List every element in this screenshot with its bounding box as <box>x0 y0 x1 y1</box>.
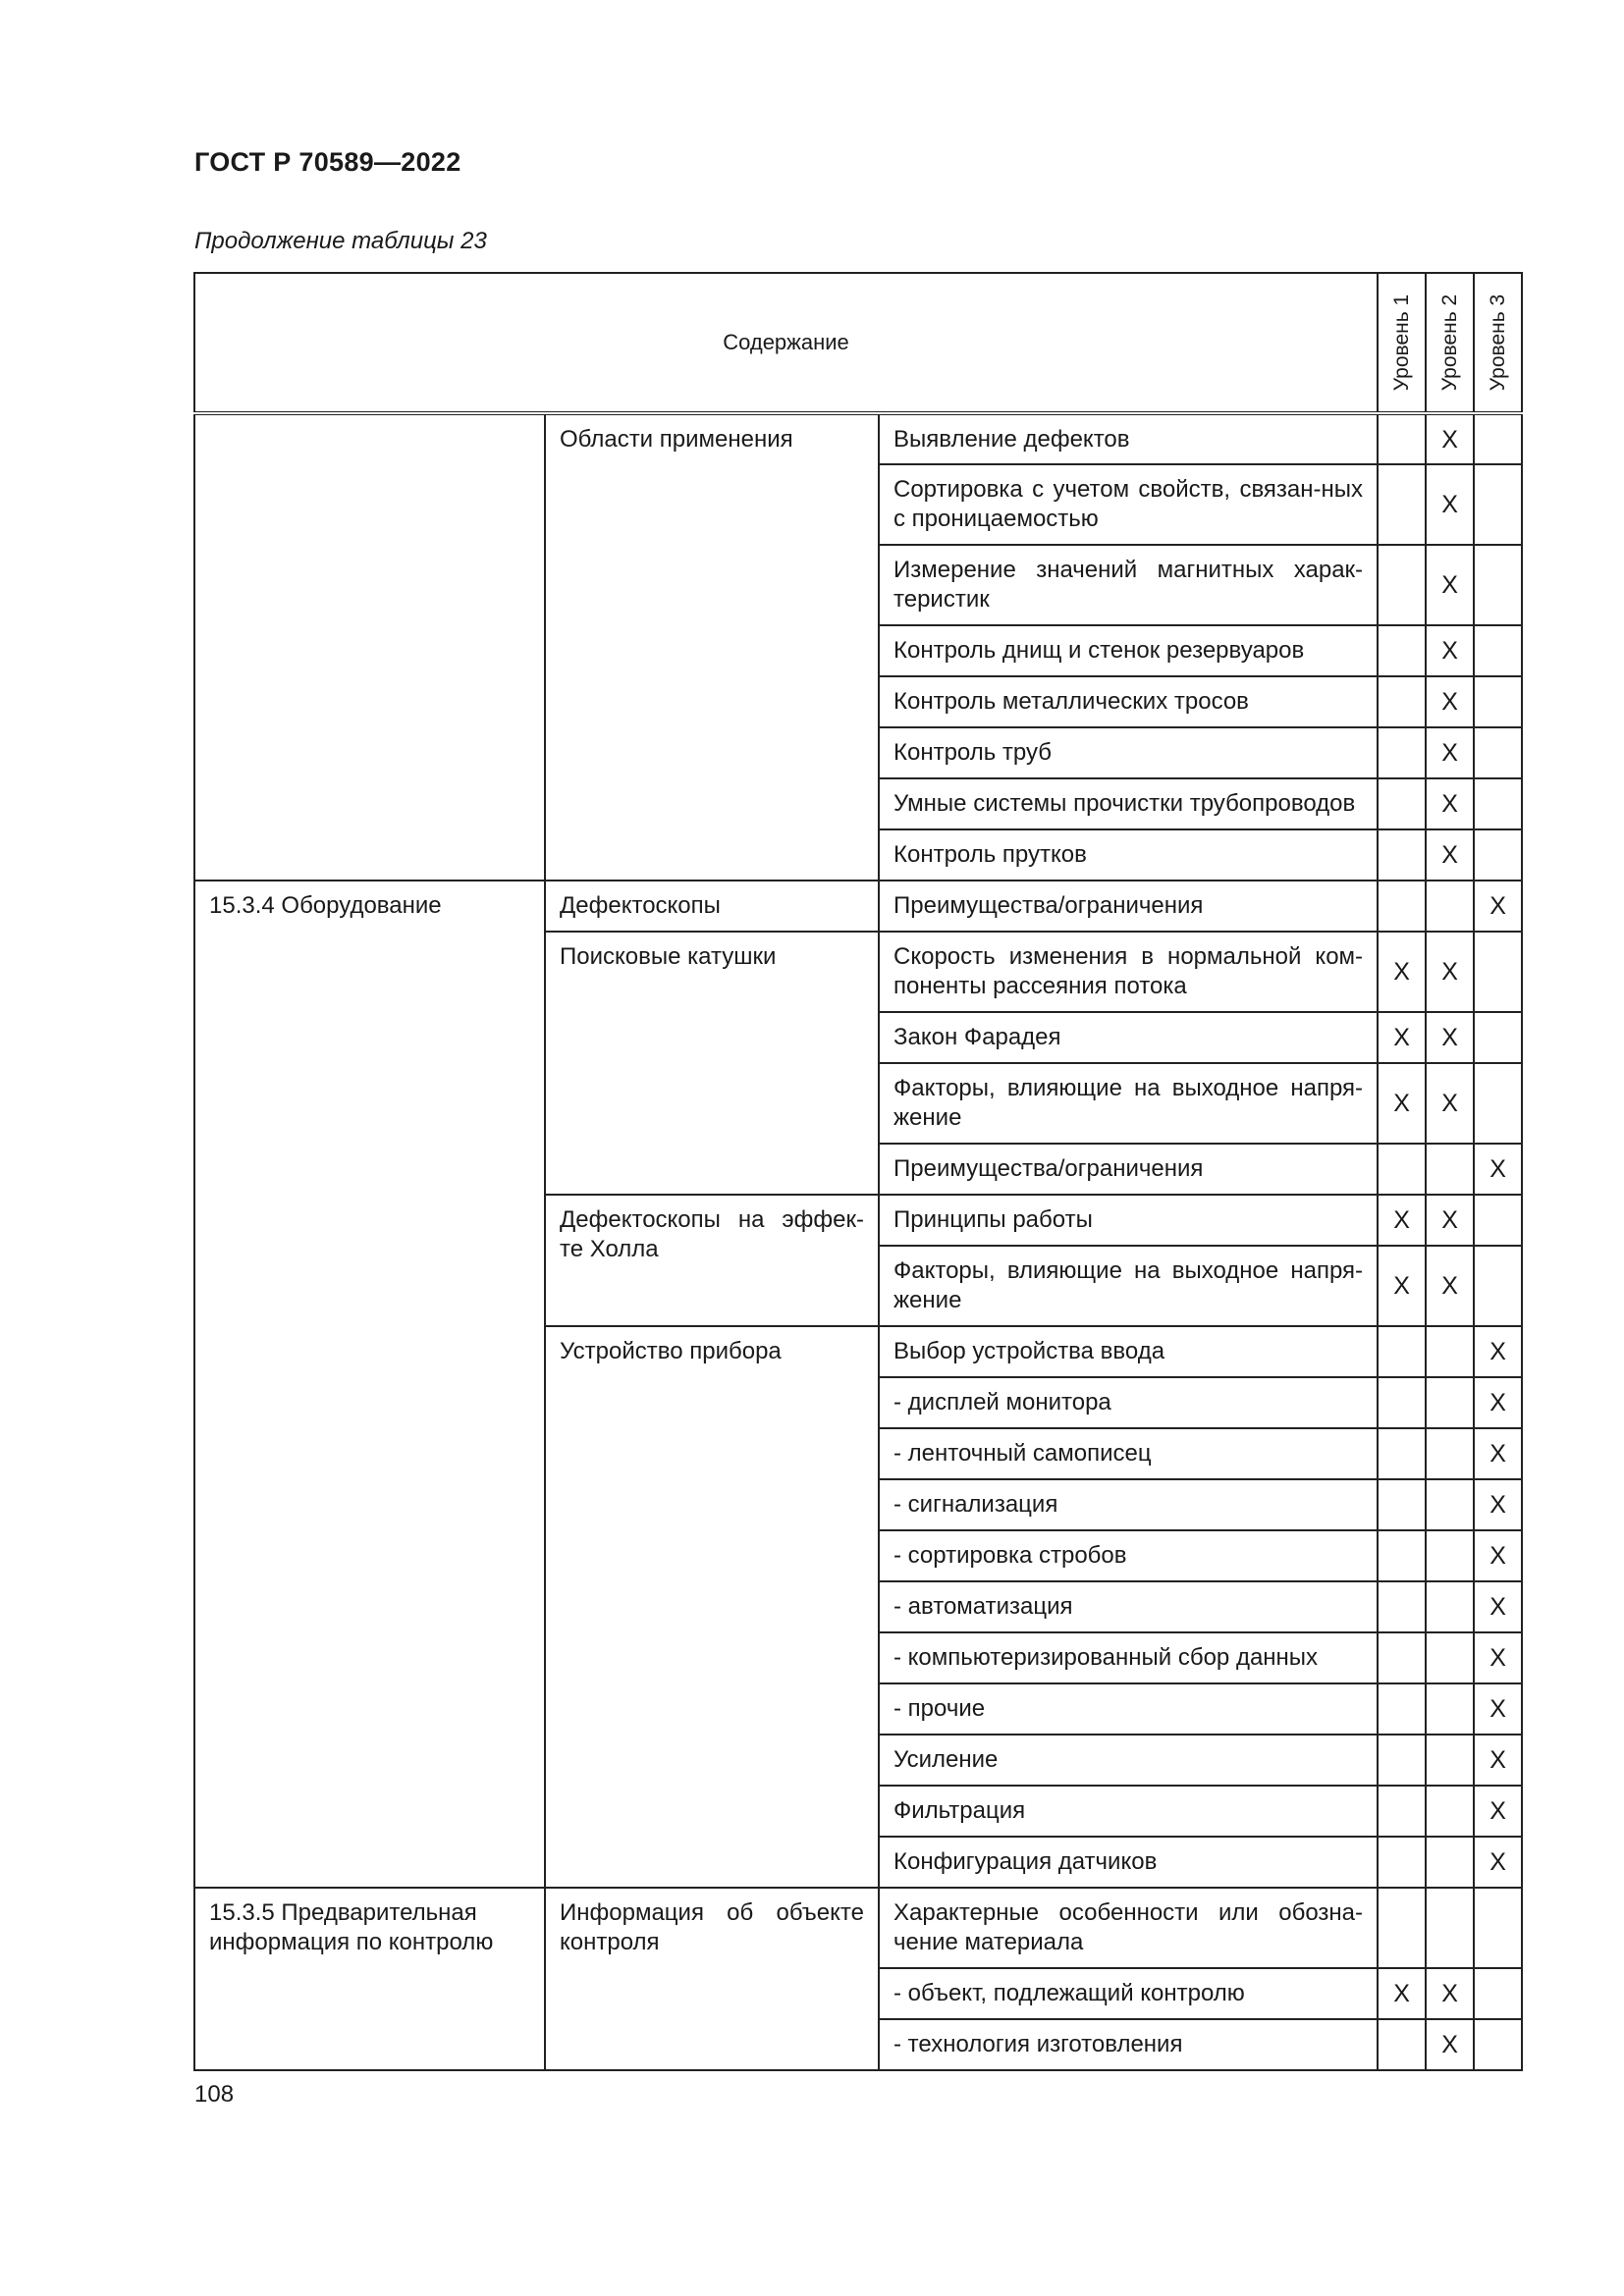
level-2-mark: X <box>1426 1246 1474 1326</box>
level-2-mark: X <box>1426 829 1474 881</box>
level-3-mark <box>1474 932 1522 1012</box>
level-1-mark <box>1378 2019 1426 2070</box>
level-2-mark: X <box>1426 625 1474 676</box>
level-1-mark <box>1378 1428 1426 1479</box>
table-row <box>194 413 1522 464</box>
item-cell: - сортировка стробов <box>879 1530 1378 1581</box>
level-3-mark <box>1474 1063 1522 1144</box>
level-2-mark: X <box>1426 464 1474 545</box>
item-cell: - компьютеризированный сбор данных <box>879 1632 1378 1683</box>
level-2-mark: X <box>1426 1063 1474 1144</box>
level-3-mark <box>1474 1012 1522 1063</box>
section-cell: 15.3.5 Предварительная информация по контролю <box>194 1888 545 2070</box>
level-3-mark <box>1474 625 1522 676</box>
level-1-mark <box>1378 1683 1426 1735</box>
item-cell: Преимущества/ограничения <box>879 1144 1378 1195</box>
table-caption: Продолжение таблицы 23 <box>194 228 487 254</box>
level-3-mark <box>1474 1246 1522 1326</box>
content-table <box>193 272 1523 2071</box>
level-3-header: Уровень 3 <box>1474 273 1522 413</box>
level-3-mark: X <box>1474 1735 1522 1786</box>
level-2-mark: X <box>1426 727 1474 778</box>
level-3-mark: X <box>1474 1479 1522 1530</box>
level-2-mark <box>1426 1888 1474 1968</box>
topic-cell: Информация об объекте контроля <box>545 1888 879 2070</box>
document-header: ГОСТ Р 70589—2022 <box>194 147 461 177</box>
item-cell: Преимущества/ограничения <box>879 881 1378 932</box>
level-1-mark <box>1378 1786 1426 1837</box>
level-1-header: Уровень 1 <box>1378 273 1426 413</box>
level-3-mark: X <box>1474 1837 1522 1888</box>
topic-cell: Поисковые катушки <box>545 932 879 1195</box>
item-cell: Усиление <box>879 1735 1378 1786</box>
level-2-mark: X <box>1426 1195 1474 1246</box>
level-1-mark <box>1378 413 1426 464</box>
level-3-mark: X <box>1474 1786 1522 1837</box>
item-cell: Умные системы прочистки трубопроводов <box>879 778 1378 829</box>
topic-cell: Области применения <box>545 413 879 881</box>
level-2-mark <box>1426 1581 1474 1632</box>
content-header: Содержание <box>194 273 1378 413</box>
level-3-mark <box>1474 829 1522 881</box>
topic-cell: Дефектоскопы на эффек-те Холла <box>545 1195 879 1326</box>
section-cell: 15.3.4 Оборудование <box>194 881 545 1888</box>
level-2-mark: X <box>1426 545 1474 625</box>
level-3-mark: X <box>1474 1144 1522 1195</box>
level-2-mark: X <box>1426 1012 1474 1063</box>
level-3-mark <box>1474 545 1522 625</box>
level-1-mark <box>1378 1144 1426 1195</box>
item-cell: Контроль прутков <box>879 829 1378 881</box>
level-3-mark <box>1474 464 1522 545</box>
level-2-mark <box>1426 1428 1474 1479</box>
level-1-mark <box>1378 1632 1426 1683</box>
item-cell: Контроль металлических тросов <box>879 676 1378 727</box>
level-2-mark: X <box>1426 932 1474 1012</box>
item-cell: Сортировка с учетом свойств, связан-ных с проницаемостью <box>879 464 1378 545</box>
level-2-mark: X <box>1426 413 1474 464</box>
level-2-mark: X <box>1426 1968 1474 2019</box>
item-cell: - автоматизация <box>879 1581 1378 1632</box>
level-1-mark: X <box>1378 1063 1426 1144</box>
level-3-mark: X <box>1474 1530 1522 1581</box>
level-2-mark <box>1426 1326 1474 1377</box>
level-2-mark <box>1426 1144 1474 1195</box>
level-1-mark <box>1378 625 1426 676</box>
level-3-mark <box>1474 1888 1522 1968</box>
item-cell: Контроль труб <box>879 727 1378 778</box>
item-cell: Скорость изменения в нормальной ком-поненты рассеяния потока <box>879 932 1378 1012</box>
level-3-mark <box>1474 1195 1522 1246</box>
level-1-mark <box>1378 1326 1426 1377</box>
level-3-mark: X <box>1474 1377 1522 1428</box>
level-2-mark <box>1426 1479 1474 1530</box>
level-3-mark: X <box>1474 1581 1522 1632</box>
level-3-mark: X <box>1474 1428 1522 1479</box>
level-3-mark <box>1474 676 1522 727</box>
item-cell: Выбор устройства ввода <box>879 1326 1378 1377</box>
level-1-mark <box>1378 1837 1426 1888</box>
topic-cell: Устройство прибора <box>545 1326 879 1888</box>
level-2-mark <box>1426 1530 1474 1581</box>
level-2-mark: X <box>1426 676 1474 727</box>
item-cell: - объект, подлежащий контролю <box>879 1968 1378 2019</box>
level-2-mark: X <box>1426 778 1474 829</box>
level-1-mark <box>1378 545 1426 625</box>
level-1-mark <box>1378 1377 1426 1428</box>
level-3-mark <box>1474 778 1522 829</box>
level-1-mark <box>1378 676 1426 727</box>
level-3-mark: X <box>1474 1632 1522 1683</box>
item-cell: - сигнализация <box>879 1479 1378 1530</box>
item-cell: Принципы работы <box>879 1195 1378 1246</box>
level-1-mark <box>1378 778 1426 829</box>
level-1-mark <box>1378 829 1426 881</box>
item-cell: - ленточный самописец <box>879 1428 1378 1479</box>
item-cell: - дисплей монитора <box>879 1377 1378 1428</box>
level-1-mark <box>1378 881 1426 932</box>
level-3-mark <box>1474 727 1522 778</box>
level-1-mark <box>1378 1888 1426 1968</box>
level-2-header: Уровень 2 <box>1426 273 1474 413</box>
level-1-mark: X <box>1378 1968 1426 2019</box>
level-1-mark: X <box>1378 1195 1426 1246</box>
level-2-mark <box>1426 1683 1474 1735</box>
level-3-mark: X <box>1474 1683 1522 1735</box>
item-cell: Характерные особенности или обозна-чение материала <box>879 1888 1378 1968</box>
level-3-mark <box>1474 2019 1522 2070</box>
item-cell: Контроль днищ и стенок резервуаров <box>879 625 1378 676</box>
level-1-mark <box>1378 1581 1426 1632</box>
level-1-mark: X <box>1378 1246 1426 1326</box>
item-cell: Конфигурация датчиков <box>879 1837 1378 1888</box>
item-cell: Измерение значений магнитных харак-теристик <box>879 545 1378 625</box>
topic-cell: Дефектоскопы <box>545 881 879 932</box>
section-cell <box>194 413 545 881</box>
level-1-mark <box>1378 1735 1426 1786</box>
level-2-mark <box>1426 1377 1474 1428</box>
level-1-mark <box>1378 1479 1426 1530</box>
level-1-mark <box>1378 727 1426 778</box>
level-3-mark <box>1474 1968 1522 2019</box>
level-2-mark <box>1426 881 1474 932</box>
item-cell: Закон Фарадея <box>879 1012 1378 1063</box>
level-3-mark <box>1474 413 1522 464</box>
level-1-mark: X <box>1378 932 1426 1012</box>
level-1-mark <box>1378 1530 1426 1581</box>
level-3-mark: X <box>1474 1326 1522 1377</box>
item-cell: - технология изготовления <box>879 2019 1378 2070</box>
level-1-mark <box>1378 464 1426 545</box>
page-number: 108 <box>194 2081 235 2108</box>
item-cell: - прочие <box>879 1683 1378 1735</box>
item-cell: Фильтрация <box>879 1786 1378 1837</box>
item-cell: Факторы, влияющие на выходное напря-жение <box>879 1246 1378 1326</box>
table-row <box>194 1888 1522 1968</box>
level-1-mark: X <box>1378 1012 1426 1063</box>
level-2-mark <box>1426 1632 1474 1683</box>
level-2-mark <box>1426 1837 1474 1888</box>
item-cell: Выявление дефектов <box>879 413 1378 464</box>
level-2-mark <box>1426 1735 1474 1786</box>
item-cell: Факторы, влияющие на выходное напря-жение <box>879 1063 1378 1144</box>
level-2-mark <box>1426 1786 1474 1837</box>
level-2-mark: X <box>1426 2019 1474 2070</box>
level-3-mark: X <box>1474 881 1522 932</box>
table-row <box>194 881 1522 932</box>
